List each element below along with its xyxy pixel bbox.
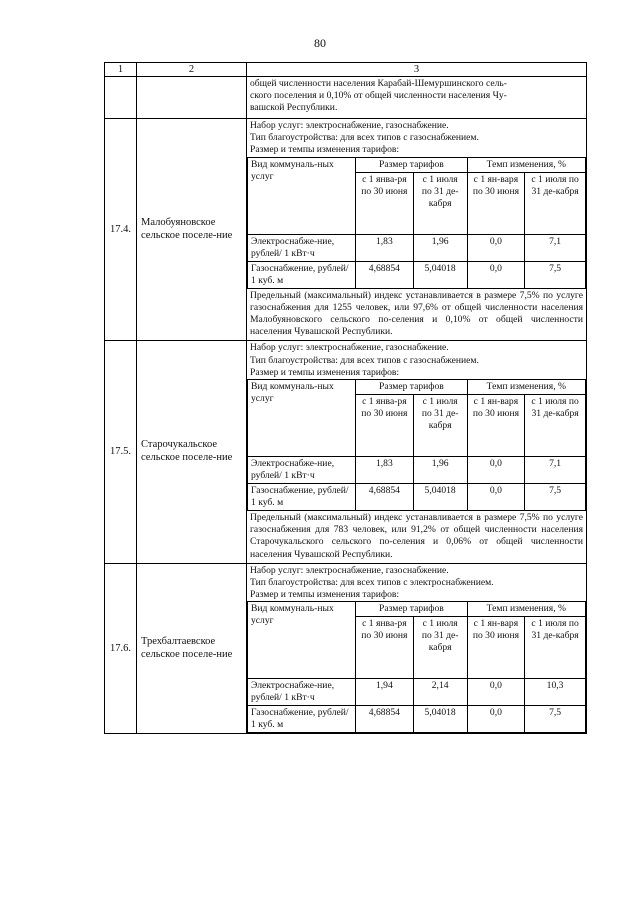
continuation-line: общей численности населения Карабай-Шемуршинского сель- bbox=[250, 78, 507, 89]
rate-value: 7,5 bbox=[525, 484, 586, 511]
rate-value: 7,1 bbox=[525, 457, 586, 484]
entry-number: 17.6. bbox=[105, 563, 137, 734]
tariff-value: 1,96 bbox=[413, 234, 467, 261]
rate-value: 7,5 bbox=[525, 261, 586, 288]
rate-value: 0,0 bbox=[467, 234, 524, 261]
rate-value: 0,0 bbox=[467, 261, 524, 288]
rate-value: 7,5 bbox=[525, 706, 586, 733]
continuation-row bbox=[105, 77, 587, 119]
tariff-subtable bbox=[247, 379, 586, 511]
entry-row bbox=[105, 563, 587, 734]
tariff-value: 4,68854 bbox=[356, 484, 413, 511]
size-header: Размер и темпы изменения тарифов: bbox=[250, 144, 400, 156]
tariff-value: 4,68854 bbox=[356, 706, 413, 733]
column-header-row bbox=[105, 63, 587, 77]
rate-value: 7,1 bbox=[525, 234, 586, 261]
service-kind-header: Вид коммуналь-ных услуг bbox=[248, 157, 356, 234]
entry-row bbox=[105, 341, 587, 563]
tariff-size-header: Размер тарифов bbox=[356, 157, 468, 172]
rate-value: 0,0 bbox=[467, 706, 524, 733]
tariff-subtable bbox=[247, 157, 586, 289]
tariff-value: 5,04018 bbox=[413, 484, 467, 511]
change-rate-header: Темп изменения, % bbox=[467, 602, 585, 617]
rate-value: 0,0 bbox=[467, 484, 524, 511]
gas-label: Газоснабжение, рублей/ 1 куб. м bbox=[248, 706, 356, 733]
tariff-value: 1,94 bbox=[356, 679, 413, 706]
settlement-name: Трехбалтаевское сельское поселе-ние bbox=[137, 563, 247, 734]
tariff-value: 1,83 bbox=[356, 234, 413, 261]
column-header-1: 1 bbox=[105, 63, 137, 77]
improvement-type: Тип благоустройства: для всех типов с газоснабжением. bbox=[250, 132, 479, 144]
period-header: с 1 июля по 31 де-кабря bbox=[413, 395, 467, 457]
services-set: Набор услуг: электроснабжение, газоснабжение. bbox=[250, 342, 449, 354]
electricity-label: Электроснабже-ние, рублей/ 1 кВт·ч bbox=[248, 679, 356, 706]
limit-index-text: Предельный (максимальный) индекс устанавливается в размере 7,5% по услуге газоснабжения для 783 человек, или 91,2% от общей численности населения Старочукальского сельского по-селения и 0,06% от общей численности населения Чувашской Республики. bbox=[250, 512, 583, 560]
column-header-3: 3 bbox=[247, 63, 587, 77]
tariff-table bbox=[104, 62, 587, 734]
period-header: с 1 янва-ря по 30 июня bbox=[356, 617, 413, 679]
period-header: с 1 янва-ря по 30 июня bbox=[356, 395, 413, 457]
period-header: с 1 ян-варя по 30 июня bbox=[467, 395, 524, 457]
entry-number: 17.4. bbox=[105, 119, 137, 341]
services-set: Набор услуг: электроснабжение, газоснабжение. bbox=[250, 564, 449, 576]
gas-label: Газоснабжение, рублей/ 1 куб. м bbox=[248, 484, 356, 511]
settlement-name: Малобуяновское сельское поселе-ние bbox=[137, 119, 247, 341]
gas-label: Газоснабжение, рублей/ 1 куб. м bbox=[248, 261, 356, 288]
tariff-value: 5,04018 bbox=[413, 261, 467, 288]
tariff-size-header: Размер тарифов bbox=[356, 602, 468, 617]
continuation-line: вашской Республики. bbox=[250, 102, 338, 114]
tariff-subtable bbox=[247, 601, 586, 733]
tariff-value: 1,83 bbox=[356, 457, 413, 484]
page-number: 80 bbox=[314, 36, 326, 50]
tariff-value: 5,04018 bbox=[413, 706, 467, 733]
period-header: с 1 ян-варя по 30 июня bbox=[467, 617, 524, 679]
settlement-name: Старочукальское сельское поселе-ние bbox=[137, 341, 247, 563]
continuation-line: ского поселения и 0,10% от общей численности населения Чу- bbox=[250, 90, 507, 102]
period-header: с 1 июля по 31 де-кабря bbox=[525, 617, 586, 679]
tariff-size-header: Размер тарифов bbox=[356, 380, 468, 395]
tariff-value: 4,68854 bbox=[356, 261, 413, 288]
entry-number: 17.5. bbox=[105, 341, 137, 563]
entry-row bbox=[105, 119, 587, 341]
column-header-2: 2 bbox=[137, 63, 247, 77]
period-header: с 1 янва-ря по 30 июня bbox=[356, 172, 413, 234]
period-header: с 1 июля по 31 де-кабря bbox=[525, 172, 586, 234]
service-kind-header: Вид коммуналь-ных услуг bbox=[248, 380, 356, 457]
rate-value: 10,3 bbox=[525, 679, 586, 706]
change-rate-header: Темп изменения, % bbox=[467, 380, 585, 395]
services-set: Набор услуг: электроснабжение, газоснабжение. bbox=[250, 120, 449, 131]
electricity-label: Электроснабже-ние, рублей/ 1 кВт·ч bbox=[248, 234, 356, 261]
improvement-type: Тип благоустройства: для всех типов с газоснабжением. bbox=[250, 354, 479, 366]
electricity-label: Электроснабже-ние, рублей/ 1 кВт·ч bbox=[248, 457, 356, 484]
period-header: с 1 июля по 31 де-кабря bbox=[413, 172, 467, 234]
period-header: с 1 июля по 31 де-кабря bbox=[525, 395, 586, 457]
service-kind-header: Вид коммуналь-ных услуг bbox=[248, 602, 356, 679]
rate-value: 0,0 bbox=[467, 457, 524, 484]
size-header: Размер и темпы изменения тарифов: bbox=[250, 366, 400, 378]
change-rate-header: Темп изменения, % bbox=[467, 157, 585, 172]
period-header: с 1 июля по 31 де-кабря bbox=[413, 617, 467, 679]
improvement-type: Тип благоустройства: для всех типов с электроснабжением. bbox=[250, 577, 494, 589]
tariff-value: 2,14 bbox=[413, 679, 467, 706]
period-header: с 1 ян-варя по 30 июня bbox=[467, 172, 524, 234]
rate-value: 0,0 bbox=[467, 679, 524, 706]
limit-index-text: Предельный (максимальный) индекс устанавливается в размере 7,5% по услуге газоснабжения для 1255 человек, или 97,6% от общей численности населения Малобуяновского сельского по-селения и 0,10% от общей численности населения Чувашской Республики. bbox=[250, 289, 583, 338]
size-header: Размер и темпы изменения тарифов: bbox=[250, 589, 400, 601]
tariff-value: 1,96 bbox=[413, 457, 467, 484]
